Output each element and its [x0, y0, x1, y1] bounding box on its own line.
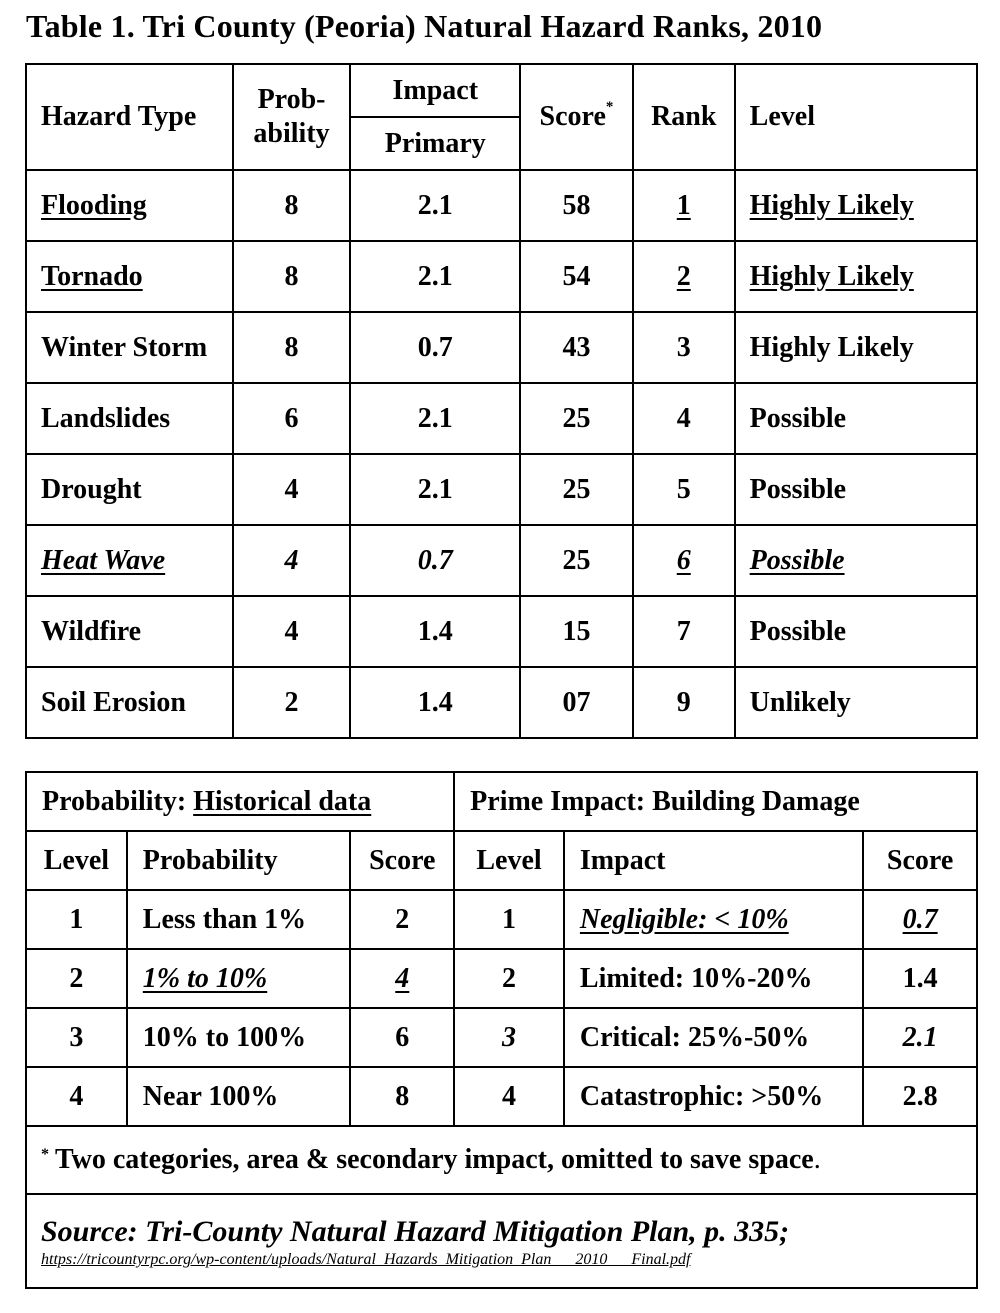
- score-value: 25: [520, 454, 633, 525]
- hazard-name: Tornado: [41, 260, 143, 292]
- table-row: [26, 890, 977, 949]
- probability-range: 1% to 10%: [142, 962, 268, 994]
- prob-level: 2: [26, 949, 127, 1008]
- impact-level: 4: [454, 1067, 564, 1126]
- table-row: [26, 596, 977, 667]
- rank-value: 4: [633, 383, 735, 454]
- probability-value: 8: [233, 312, 351, 383]
- probability-range: Near 100%: [127, 1067, 351, 1126]
- table-row: [26, 241, 977, 312]
- probability-value: 2: [233, 667, 351, 738]
- table-row: [26, 525, 977, 596]
- header-impact-level: Level: [454, 831, 564, 890]
- primary-impact-value: 1.4: [350, 667, 520, 738]
- score-value: 07: [520, 667, 633, 738]
- primary-impact-value: 2.1: [350, 170, 520, 241]
- header-prob-score: Score: [350, 831, 454, 890]
- probability-range: Less than 1%: [127, 890, 351, 949]
- table-row: [26, 667, 977, 738]
- impact-score: 1.4: [863, 949, 977, 1008]
- probability-section-title: Probability: Historical data: [26, 772, 454, 831]
- rank-value: 6: [676, 544, 691, 576]
- probability-value: 4: [233, 525, 351, 596]
- level-value: Possible: [735, 454, 977, 525]
- header-impact: Impact: [564, 831, 863, 890]
- table-row: [26, 454, 977, 525]
- score-footnote-marker: *: [605, 99, 614, 115]
- impact-range: Catastrophic: >50%: [564, 1067, 863, 1126]
- primary-impact-value: 0.7: [350, 525, 520, 596]
- header-rank: Rank: [633, 64, 735, 170]
- table-row: [26, 312, 977, 383]
- score-value: 43: [520, 312, 633, 383]
- probability-source-link: Historical data: [193, 785, 372, 817]
- prob-score: 8: [350, 1067, 454, 1126]
- header-impact: Impact: [350, 64, 520, 117]
- prob-level: 3: [26, 1008, 127, 1067]
- impact-level: 1: [454, 890, 564, 949]
- probability-range: 10% to 100%: [127, 1008, 351, 1067]
- hazard-name: Wildfire: [26, 596, 233, 667]
- prob-level: 1: [26, 890, 127, 949]
- score-value: 15: [520, 596, 633, 667]
- footnote: * Two categories, area & secondary impact, omitted to save space.: [26, 1126, 977, 1194]
- hazard-name: Drought: [26, 454, 233, 525]
- impact-range: Critical: 25%-50%: [564, 1008, 863, 1067]
- header-primary: Primary: [350, 117, 520, 170]
- hazard-name: Heat Wave: [41, 544, 166, 576]
- level-value: Highly Likely: [735, 312, 977, 383]
- header-probability: Prob- ability: [233, 64, 351, 170]
- table-row: [26, 383, 977, 454]
- source-text: Source: Tri-County Natural Hazard Mitigation Plan, p. 335;: [41, 1215, 790, 1248]
- hazard-name: Soil Erosion: [26, 667, 233, 738]
- score-value: 58: [520, 170, 633, 241]
- impact-section-title: Prime Impact: Building Damage: [454, 772, 977, 831]
- level-value: Highly Likely: [749, 189, 914, 221]
- level-value: Highly Likely: [749, 260, 914, 292]
- table-row: [26, 170, 977, 241]
- hazard-name: Flooding: [41, 189, 147, 221]
- impact-score: 0.7: [902, 903, 938, 935]
- impact-score: 2.1: [863, 1008, 977, 1067]
- score-value: 25: [520, 525, 633, 596]
- footnote-text: Two categories, area & secondary impact, omitted to save space: [55, 1144, 814, 1175]
- impact-score: 2.8: [863, 1067, 977, 1126]
- impact-level: 3: [454, 1008, 564, 1067]
- rank-value: 2: [676, 260, 691, 292]
- rank-value: 9: [633, 667, 735, 738]
- hazard-name: Landslides: [26, 383, 233, 454]
- primary-impact-value: 2.1: [350, 241, 520, 312]
- header-probability: Probability: [127, 831, 351, 890]
- primary-impact-value: 0.7: [350, 312, 520, 383]
- header-level: Level: [735, 64, 977, 170]
- header-hazard-type: Hazard Type: [26, 64, 233, 170]
- rank-value: 5: [633, 454, 735, 525]
- source-citation: [26, 1194, 977, 1288]
- prob-level: 4: [26, 1067, 127, 1126]
- impact-level: 2: [454, 949, 564, 1008]
- rank-value: 1: [676, 189, 691, 221]
- probability-value: 4: [233, 596, 351, 667]
- probability-value: 8: [233, 170, 351, 241]
- probability-value: 8: [233, 241, 351, 312]
- prob-score: 2: [350, 890, 454, 949]
- rank-value: 3: [633, 312, 735, 383]
- hazard-rank-table: [25, 63, 978, 739]
- table-row: [26, 1008, 977, 1067]
- table-row: [26, 1067, 977, 1126]
- primary-impact-value: 2.1: [350, 454, 520, 525]
- probability-value: 6: [233, 383, 351, 454]
- score-value: 25: [520, 383, 633, 454]
- primary-impact-value: 2.1: [350, 383, 520, 454]
- probability-value: 4: [233, 454, 351, 525]
- footnote-marker: *: [41, 1146, 49, 1163]
- rank-value: 7: [633, 596, 735, 667]
- table-row: [26, 949, 977, 1008]
- prob-score: 4: [395, 962, 410, 994]
- level-value: Possible: [749, 544, 845, 576]
- score-value: 54: [520, 241, 633, 312]
- page-title: Table 1. Tri County (Peoria) Natural Hazard Ranks, 2010: [26, 8, 823, 44]
- header-score: Score*: [520, 64, 633, 170]
- header-prob-level: Level: [26, 831, 127, 890]
- hazard-name: Winter Storm: [26, 312, 233, 383]
- level-value: Unlikely: [735, 667, 977, 738]
- impact-range: Limited: 10%-20%: [564, 949, 863, 1008]
- header-impact-score: Score: [863, 831, 977, 890]
- impact-range: Negligible: < 10%: [579, 903, 789, 935]
- scoring-legend-table: [25, 771, 978, 1289]
- level-value: Possible: [735, 383, 977, 454]
- level-value: Possible: [735, 596, 977, 667]
- prob-score: 6: [350, 1008, 454, 1067]
- source-url-link[interactable]: https://tricountyrpc.org/wp-content/uploads/Natural_Hazards_Mitigation_Plan___2010___Final.pdf: [41, 1251, 691, 1268]
- primary-impact-value: 1.4: [350, 596, 520, 667]
